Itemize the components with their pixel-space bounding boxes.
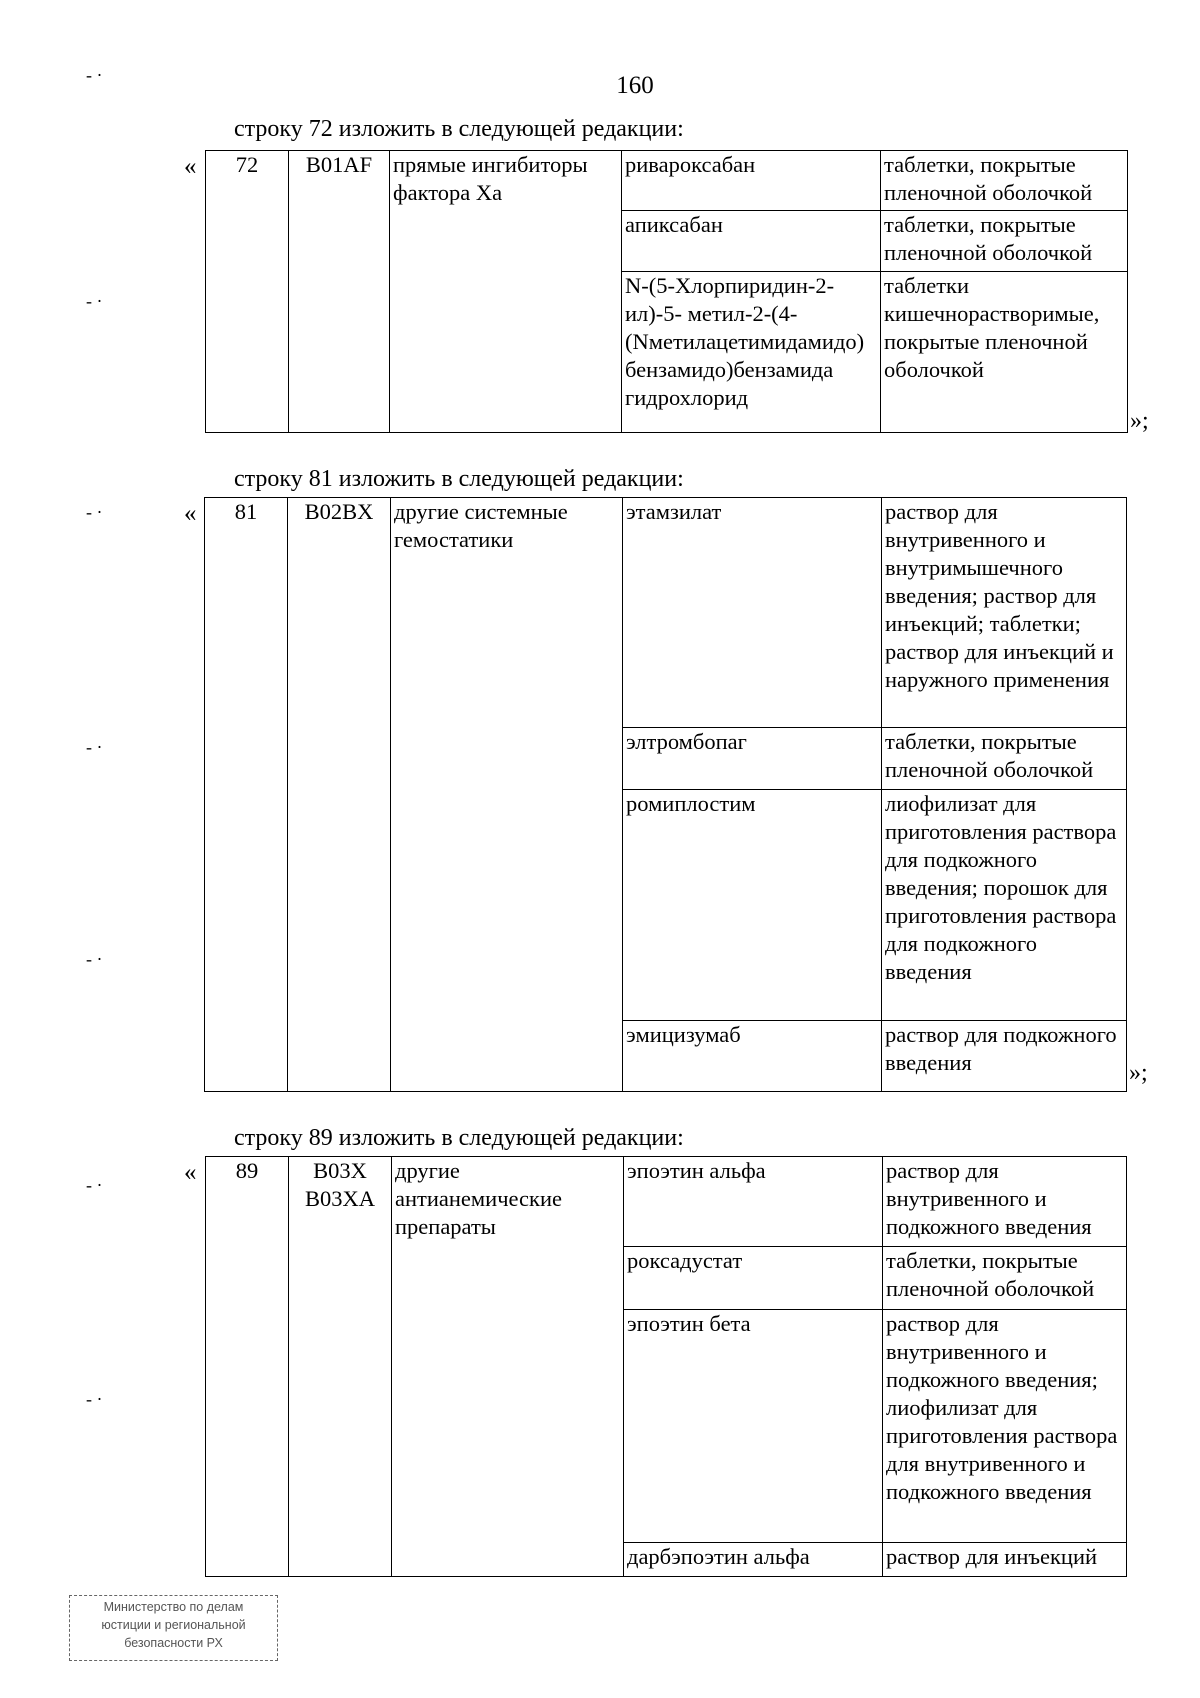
ministry-stamp: Министерство по делам юстиции и региональной безопасности РХ [69, 1595, 278, 1661]
open-quote: « [184, 500, 197, 527]
row-number: 81 [205, 498, 288, 1092]
scan-speck: - · [86, 737, 103, 757]
drug-name: дарбэпоэтин альфа [624, 1543, 883, 1577]
table-row-89 [205, 1156, 1127, 1577]
table-row-72 [205, 150, 1128, 433]
row-number: 72 [206, 151, 289, 433]
scan-speck: - · [86, 65, 103, 85]
scan-speck: - · [86, 502, 103, 522]
group-name: прямые ингибиторы фактора Xa [390, 151, 622, 433]
instruction-row-81: строку 81 изложить в следующей редакции: [234, 466, 684, 492]
drug-name: эпоэтин альфа [624, 1157, 883, 1247]
drug-name: эмицизумаб [623, 1021, 882, 1092]
dosage-form: таблетки, покрытые пленочной оболочкой [882, 728, 1127, 790]
open-quote: « [184, 1159, 197, 1186]
row-number: 89 [206, 1157, 289, 1577]
drug-name: роксадустат [624, 1247, 883, 1310]
dosage-form: раствор для внутривенного и внутримышечного введения; раствор для инъекций; таблетки; раствор для инъекций и наружного применения [882, 498, 1127, 728]
dosage-form: таблетки, покрытые пленочной оболочкой [883, 1247, 1127, 1310]
drug-name: ривароксабан [622, 151, 881, 211]
atc-code-line: B03XA [304, 1186, 375, 1211]
dosage-form: таблетки, покрытые пленочной оболочкой [881, 211, 1128, 272]
group-name: другие антианемические препараты [392, 1157, 624, 1577]
atc-code: B02BX [288, 498, 391, 1092]
table-row-81 [204, 497, 1127, 1092]
atc-code: B01AF [289, 151, 390, 433]
atc-code-line: B03X [313, 1158, 367, 1183]
dosage-form: раствор для внутривенного и подкожного введения [883, 1157, 1127, 1247]
drug-name: элтромбопаг [623, 728, 882, 790]
open-quote: « [184, 153, 197, 180]
table-row [206, 151, 1128, 211]
instruction-row-72: строку 72 изложить в следующей редакции: [234, 116, 684, 142]
dosage-form: таблетки, покрытые пленочной оболочкой [881, 151, 1128, 211]
drug-name: N-(5-Хлорпиридин-2-ил)-5- метил-2-(4-(Nметилацетимидамидо) бензамидо)бензамида гидрохлорид [622, 272, 881, 433]
table-row [205, 498, 1127, 728]
atc-code [289, 1157, 392, 1577]
close-quote: »; [1130, 408, 1149, 434]
scan-speck: - · [86, 291, 103, 311]
drug-name: эпоэтин бета [624, 1310, 883, 1543]
dosage-form: таблетки кишечнорастворимые, покрытые пленочной оболочкой [881, 272, 1128, 433]
dosage-form: раствор для подкожного введения [882, 1021, 1127, 1092]
page-number: 160 [616, 72, 654, 99]
drug-name: апиксабан [622, 211, 881, 272]
table-row [206, 1157, 1127, 1247]
drug-name: ромиплостим [623, 790, 882, 1021]
scan-speck: - · [86, 1389, 103, 1409]
dosage-form: раствор для инъекций [883, 1543, 1127, 1577]
scan-speck: - · [86, 1175, 103, 1195]
dosage-form: лиофилизат для приготовления раствора для подкожного введения; порошок для приготовления раствора для подкожного введения [882, 790, 1127, 1021]
dosage-form: раствор для внутривенного и подкожного введения; лиофилизат для приготовления раствора для внутривенного и подкожного введения [883, 1310, 1127, 1543]
instruction-row-89: строку 89 изложить в следующей редакции: [234, 1125, 684, 1151]
drug-name: этамзилат [623, 498, 882, 728]
group-name: другие системные гемостатики [391, 498, 623, 1092]
close-quote: »; [1129, 1060, 1148, 1086]
scan-speck: - · [86, 949, 103, 969]
